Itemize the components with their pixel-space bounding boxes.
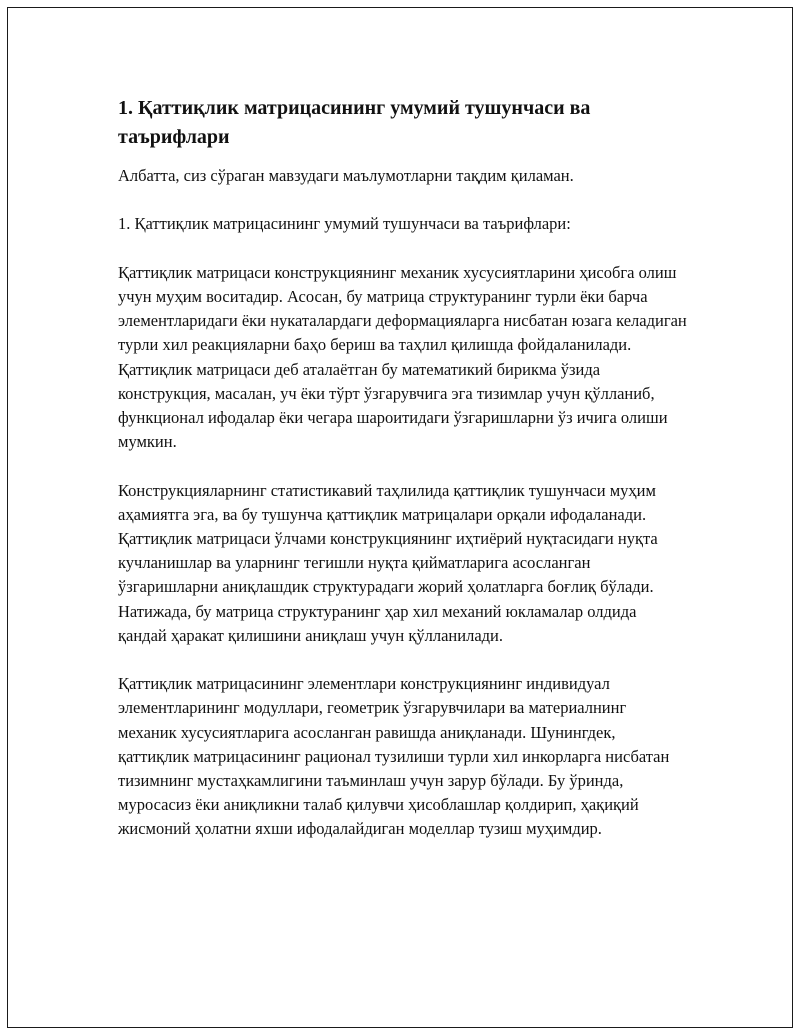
- body-paragraph: Конструкцияларнинг статистикавий таҳлилида қаттиқлик тушунчаси муҳим аҳамиятга эга, ва бу тушунча қаттиқлик матрицалари орқали ифодаланади. Қаттиқлик матрицаси ўлчами конструкциянинг иҳтиёрий нуқтасидаги нуқта кучланишлар ва уларнинг тегишли нуқта қийматларига асосланган ўзгаришларни аниқлашдик структурадаги жорий ҳолатларга боғлиқ бўлади. Натижада, бу матрица структуранинг ҳар хил механий юкламалар олдида қандай ҳаракат қилишини аниқлаш учун қўлланилади.: [118, 480, 658, 645]
- document-page: [7, 7, 793, 1028]
- subheading-paragraph: 1. Қаттиқлик матрицасининг умумий тушунчаси ва таърифлари:: [118, 214, 571, 234]
- document-heading: 1. Қаттиқлик матрицасининг умумий тушунчаси ва таърифлари: [118, 97, 591, 148]
- body-paragraph: Қаттиқлик матрицасининг элементлари конструкциянинг индивидуал элементларининг модуллари, геометрик ўзгарувчилари ва материалнинг механик хусусиятларига асосланган равишда аниқланади. Шунингдек, қаттиқлик матрицасининг рационал тузилиши турли хил инкорларга нисбатан тизимнинг мустаҳкамлигини таъминлаш учун зарур бўлади. Бу ўринда, муросасиз ёки аниқликни талаб қилувчи ҳисоблашлар қолдирип, ҳақиқий жисмоний ҳолатни яхши ифодалайдиган моделлар тузиш муҳимдир.: [118, 674, 670, 839]
- body-paragraph: Қаттиқлик матрицаси конструкциянинг механик хусусиятларини ҳисобга олиш учун муҳим воситадир. Асосан, бу матрица структуранинг турли ёки барча элементларидаги ёки нукаталардаги деформацияларга нисбатан юзага келадиган турли хил реакцияларни баҳо бериш ва таҳлил қилишда фойдаланилади. Қаттиқлик матрицаси деб аталаётган бу математикий бирикма ўзида конструкция, масалан, уч ёки тўрт ўзгарувчига эга тизимлар учун қўлланиб, функционал ифодалар ёки чегара шароитидаги ўзгаришларни ўз ичига олиши мумкин.: [118, 262, 687, 452]
- document-body: [118, 94, 688, 866]
- intro-paragraph: Албатта, сиз сўраган мавзудаги маълумотларни тақдим қиламан.: [118, 166, 574, 185]
